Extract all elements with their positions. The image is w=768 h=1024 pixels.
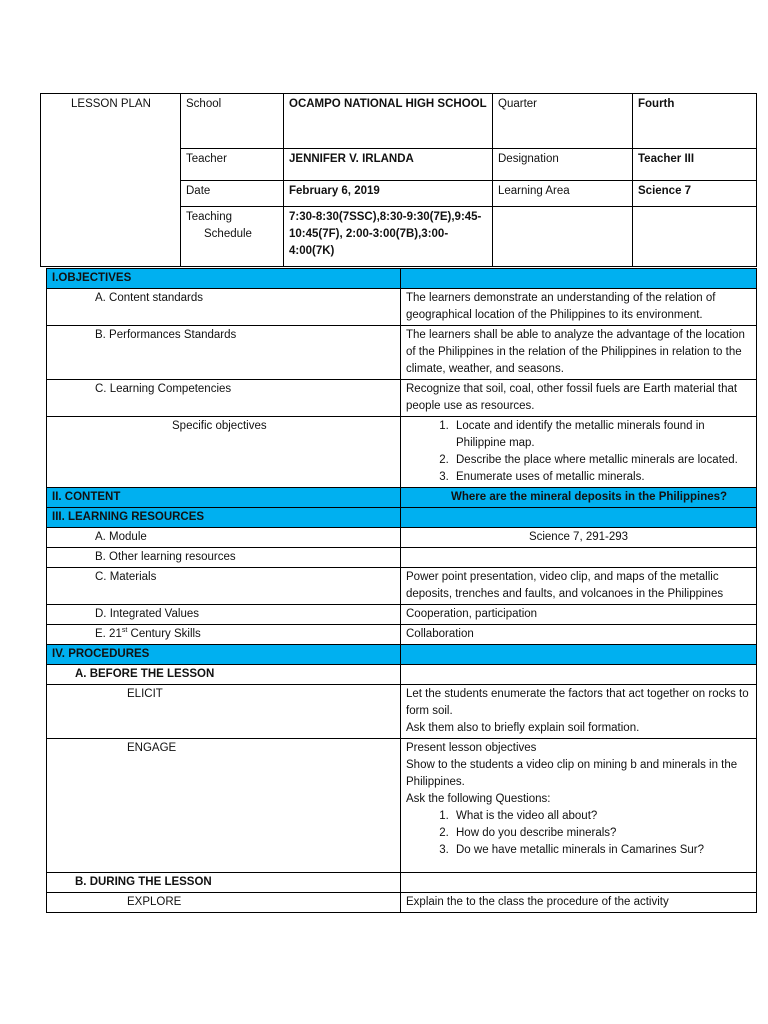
teaching-schedule-label-line2: Schedule [204,228,252,240]
teaching-schedule-value: 7:30-8:30(7SSC),8:30-9:30(7E),9:45-10:45(7F), 2:00-3:00(7B),3:00-4:00(7K) [284,207,493,267]
elicit-label: ELICIT [47,685,401,739]
specific-objectives-value [401,417,757,488]
module-label: A. Module [47,528,401,548]
integrated-values-label: D. Integrated Values [47,605,401,625]
engage-questions-list [406,808,751,859]
performance-standards-label: B. Performances Standards [47,326,401,380]
during-lesson-label: B. DURING THE LESSON [47,873,401,893]
procedures-heading: IV. PROCEDURES [47,645,401,665]
quarter-label: Quarter [493,94,633,149]
list-item: 3. Enumerate uses of metallic minerals. [452,469,751,486]
schedule-empty-cell [633,207,757,267]
engage-label: ENGAGE [47,739,401,873]
century-skills-label-sup: st [121,627,128,635]
school-value: OCAMPO NATIONAL HIGH SCHOOL [284,94,493,149]
specific-objectives-list [406,418,751,486]
engage-value [401,739,757,873]
century-skills-label-suffix: Century Skills [127,628,201,640]
teaching-schedule-label-line1: Teaching [186,211,233,223]
specific-objectives-label: Specific objectives [47,417,401,488]
lesson-plan-header-table [40,93,757,267]
date-label: Date [181,181,284,207]
during-lesson-value [401,873,757,893]
learning-resources-heading-empty [401,508,757,528]
materials-value: Power point presentation, video clip, and maps of the metallic deposits, trenches and faults, and volcanoes in the Philippines [401,568,757,605]
integrated-values-value: Cooperation, participation [401,605,757,625]
before-lesson-value [401,665,757,685]
list-item: 1. Locate and identify the metallic minerals found in Philippine map. [452,418,751,452]
engage-line: Show to the students a video clip on mining b and minerals in the Philippines. [406,759,738,788]
list-item: 3. Do we have metallic minerals in Camarines Sur? [452,842,751,859]
content-standards-label: A. Content standards [47,289,401,326]
century-skills-value: Collaboration [401,625,757,645]
learning-area-value: Science 7 [633,181,757,207]
quarter-value: Fourth [633,94,757,149]
designation-value: Teacher III [633,149,757,181]
module-value: Science 7, 291-293 [401,528,757,548]
designation-label: Designation [493,149,633,181]
learning-competencies-value: Recognize that soil, coal, other fossil fuels are Earth material that people use as resources. [401,380,757,417]
other-resources-label: B. Other learning resources [47,548,401,568]
teacher-value: JENNIFER V. IRLANDA [284,149,493,181]
lesson-plan-label: LESSON PLAN [41,94,181,267]
century-skills-label-prefix: E. 21 [95,628,122,640]
elicit-line: Ask them also to briefly explain soil formation. [406,722,640,734]
objectives-heading-empty [401,269,757,289]
school-label: School [181,94,284,149]
date-value: February 6, 2019 [284,181,493,207]
procedures-heading-empty [401,645,757,665]
engage-line: Present lesson objectives [406,742,537,754]
explore-label: EXPLORE [47,893,401,913]
lesson-plan-body-table [46,268,757,913]
elicit-line: Let the students enumerate the factors that act together on rocks to form soil. [406,688,749,717]
objectives-heading: I.OBJECTIVES [47,269,401,289]
explore-value: Explain the to the class the procedure of the activity [401,893,757,913]
before-lesson-label: A. BEFORE THE LESSON [47,665,401,685]
content-value: Where are the mineral deposits in the Philippines? [401,488,757,508]
materials-label: C. Materials [47,568,401,605]
list-item: 2. How do you describe minerals? [452,825,751,842]
teaching-schedule-label [181,207,284,267]
century-skills-label [47,625,401,645]
list-item: 2. Describe the place where metallic minerals are located. [452,452,751,469]
learning-resources-heading: III. LEARNING RESOURCES [47,508,401,528]
content-heading: II. CONTENT [47,488,401,508]
engage-line: Ask the following Questions: [406,793,551,805]
content-standards-value: The learners demonstrate an understanding of the relation of geographical location of the Philippines to its environment. [401,289,757,326]
schedule-empty-cell [493,207,633,267]
learning-competencies-label: C. Learning Competencies [47,380,401,417]
learning-area-label: Learning Area [493,181,633,207]
performance-standards-value: The learners shall be able to analyze the advantage of the location of the Philippines in the relation of the Philippines in relation to the climate, weather, and seasons. [401,326,757,380]
teacher-label: Teacher [181,149,284,181]
other-resources-value [401,548,757,568]
elicit-value [401,685,757,739]
list-item: 1. What is the video all about? [452,808,751,825]
